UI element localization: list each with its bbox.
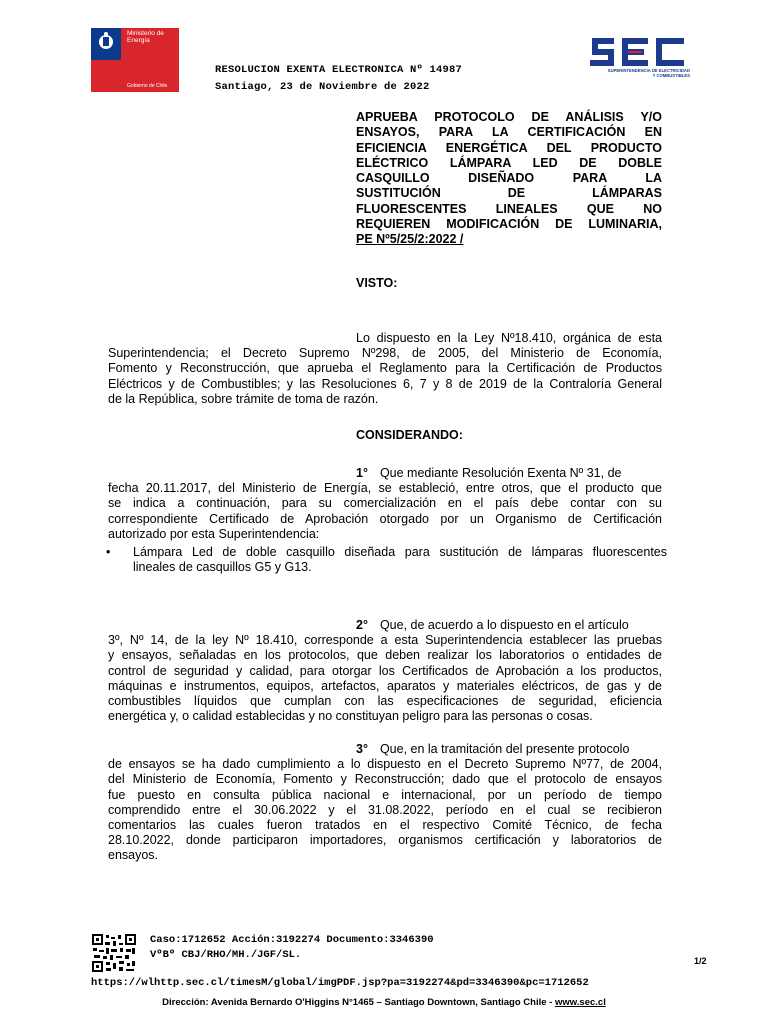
heading-line: SUSTITUCIÓN DE LÁMPARAS	[356, 186, 662, 201]
footer-visto-bueno: VºBº CBJ/RHO/MH./JGF/SL.	[150, 949, 302, 961]
item-line: de ensayos se ha dado cumplimiento a lo dispuesto en el Decreto Supremo Nº77, de 2004,	[108, 757, 662, 772]
item-line: combustibles líquidos que cumplan con las especificaciones de seguridad, eficiencia	[108, 694, 662, 709]
sec-subtitle-line1: SUPERINTENDENCIA DE ELECTRICIDAD	[607, 68, 690, 73]
item-line: se indica a continuación, para su comercialización en el país debe contar con su	[108, 496, 662, 511]
item-line: autorizado por esta Superintendencia:	[108, 526, 320, 541]
item-line: y ensayos, señaladas en los protocolos, que deben realizar los laboratorios o entidades de	[108, 648, 662, 663]
considerando-item-1	[108, 466, 662, 542]
heading-line: EFICIENCIA ENERGÉTICA DEL PRODUCTO	[356, 140, 662, 155]
item-line: comentarios las cuales fueron tratados en el respectivo Comité Técnico, de fecha	[108, 818, 662, 833]
considerando-item-2	[108, 618, 662, 724]
address-text: Dirección: Avenida Bernardo O'Higgins N°1465 – Santiago Downtown, Santiago Chile -	[162, 997, 555, 1008]
ministerio-energia-logo	[91, 28, 179, 92]
logo-ministry-line2: Energía	[127, 37, 150, 44]
visto-line: Fomento y Reconstrucción, que aprueba el Reglamento para la Certificación de Productos	[108, 361, 662, 376]
sec-logo	[588, 36, 690, 84]
protocol-code: PE Nº5/25/2:2022 /	[356, 232, 464, 247]
sec-brand-mark	[588, 36, 690, 68]
bullet-line: lineales de casquillos G5 y G13.	[133, 560, 312, 575]
document-url[interactable]: https://wlhttp.sec.cl/timesM/global/imgPDF.jsp?pa=3192274&pd=3346390&pc=1712652	[91, 977, 589, 989]
considerando-item-3	[108, 742, 662, 864]
footer-caso: Caso:1712652 Acción:3192274 Documento:3346390	[150, 934, 434, 946]
website-link[interactable]: www.sec.cl	[554, 997, 606, 1008]
visto-line: Superintendencia; el Decreto Supremo Nº298, de 2005, del Ministerio de Economía,	[108, 346, 662, 361]
item-line: comprendido entre el 30.06.2022 y el 31.08.2022, período en el cual se recibieron	[108, 802, 662, 817]
visto-paragraph	[108, 331, 662, 407]
item-line: energética y, o calidad establecidas y no constituyan peligro para las personas o cosas.	[108, 709, 593, 724]
visto-title: VISTO:	[356, 276, 398, 290]
item-first-line: Que, de acuerdo a lo dispuesto en el artículo	[379, 618, 629, 632]
heading-line: FLUORESCENTES LINEALES QUE NO	[356, 201, 662, 216]
item-line: correspondiente Certificado de Aprobación otorgado por un Organismo de Certificación	[108, 511, 662, 526]
item-line: ensayos.	[108, 848, 159, 863]
resolution-heading	[356, 110, 662, 248]
item-number: 3°	[356, 742, 368, 756]
heading-line: CASQUILLO DISEÑADO PARA LA	[356, 171, 662, 186]
item-line: 28.10.2022, donde participaron importadores, organismos certificación y laboratorios de	[108, 833, 662, 848]
bullet-line: Lámpara Led de doble casquillo diseñada para sustitución de lámparas fluorescentes	[133, 545, 667, 559]
logo-ministry-line1: Ministerio de	[127, 30, 164, 37]
heading-line: ELÉCTRICO LÁMPARA LED DE DOBLE	[356, 155, 662, 170]
visto-line: de la República, sobre trámite de toma de razón.	[108, 391, 379, 406]
visto-line: Eléctricos y de Combustibles; y las Resoluciones 6, 7 y 8 de 2019 de la Contraloría General	[108, 376, 662, 391]
resolution-date: Santiago, 23 de Noviembre de 2022	[215, 81, 430, 93]
item-line: máquinas e instrumentos, equipos, artefactos, aparatos y materiales eléctricos, de gas y de	[108, 678, 662, 693]
heading-line: REQUIEREN MODIFICACIÓN DE LUMINARIA,	[356, 217, 662, 232]
item-number: 1°	[356, 466, 368, 480]
logo-gobierno-text: Gobierno de Chile	[127, 83, 168, 89]
resolution-title: RESOLUCION EXENTA ELECTRONICA Nº 14987	[215, 64, 463, 76]
considerando-title: CONSIDERANDO:	[356, 428, 463, 442]
visto-line: Lo dispuesto en la Ley Nº18.410, orgánica de esta	[356, 331, 662, 345]
item-line: control de seguridad y calidad, para otorgar los Certificados de Aprobación a los productos,	[108, 663, 662, 678]
item-line: del Ministerio de Economía, Fomento y Reconstrucción; dado que el protocolo de ensayos	[108, 772, 662, 787]
item-first-line: Que, en la tramitación del presente protocolo	[379, 742, 630, 756]
footer-address	[0, 997, 768, 1008]
item-first-line: Que mediante Resolución Exenta Nº 31, de	[379, 466, 622, 480]
heading-line: ENSAYOS, PARA LA CERTIFICACIÓN EN	[356, 125, 662, 140]
heading-line: APRUEBA PROTOCOLO DE ANÁLISIS Y/O	[356, 110, 662, 124]
item-number: 2°	[356, 618, 368, 632]
qr-code-icon	[91, 933, 137, 973]
bullet-icon: •	[106, 545, 111, 559]
sec-subtitle-line2: Y COMBUSTIBLES	[652, 73, 690, 78]
item-line: fue puesto en consulta pública nacional e internacional, por un período de tiempo	[108, 787, 662, 802]
chile-coat-of-arms-icon	[94, 31, 118, 51]
item-line: 3º, Nº 14, de la ley Nº 18.410, corresponde a esta Superintendencia establecer las pruebas	[108, 633, 662, 648]
item-line: fecha 20.11.2017, del Ministerio de Energía, se estableció, entre otros, que el producto que	[108, 481, 662, 496]
page-number: 1/2	[694, 956, 707, 966]
